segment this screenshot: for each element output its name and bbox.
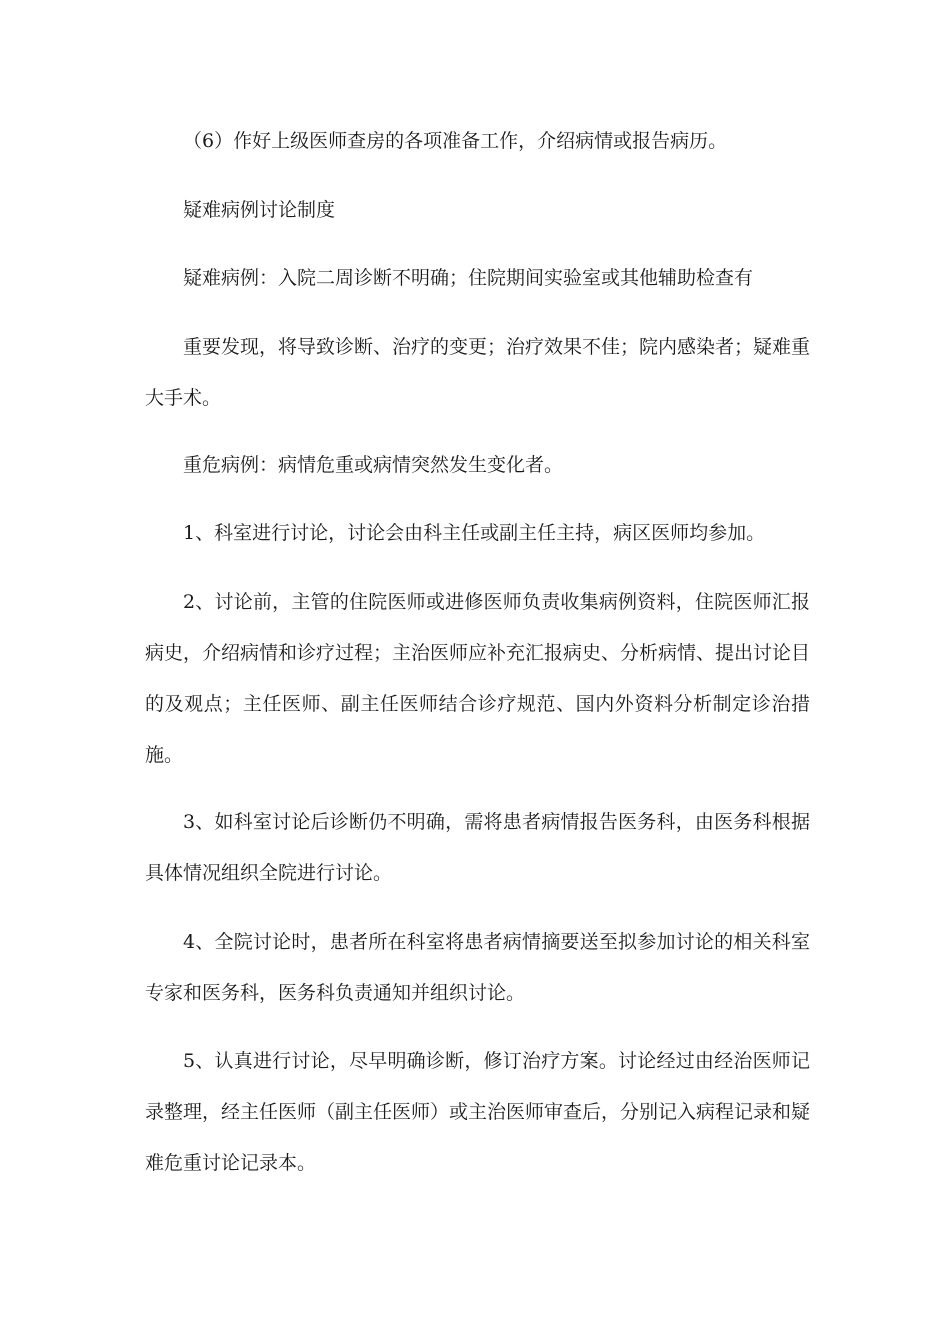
section-heading: 疑难病例讨论制度	[183, 199, 336, 221]
paragraph-critical-cases: 重危病例：病情危重或病情突然发生变化者。	[183, 454, 564, 476]
paragraph-difficult-cases: 疑难病例：入院二周诊断不明确；住院期间实验室或其他辅助检查有	[183, 267, 754, 289]
paragraph-item-5: 5、认真进行讨论，尽早明确诊断，修订治疗方案。讨论经过由经治医师记录整理，经主任医师（副主任医师）或主治医师审查后，分别记入病程记录和疑难危重讨论记录本。	[145, 1050, 811, 1174]
paragraph-item-1: 1、科室进行讨论，讨论会由科主任或副主任主持，病区医师均参加。	[183, 522, 766, 544]
paragraph-important-findings: 重要发现，将导致诊断、治疗的变更；治疗效果不佳；院内感染者；疑难重大手术。	[145, 336, 811, 409]
paragraph-item-2: 2、讨论前，主管的住院医师或进修医师负责收集病例资料，住院医师汇报病史，介绍病情和诊疗过程；主治医师应补充汇报病史、分析病情、提出讨论目的及观点；主任医师、副主任医师结合诊疗规范、国内外资料分析制定诊治措施。	[145, 591, 811, 766]
paragraph-item-3: 3、如科室讨论后诊断仍不明确，需将患者病情报告医务科，由医务科根据具体情况组织全院进行讨论。	[145, 811, 810, 884]
paragraph-preparation: （6）作好上级医师查房的各项准备工作，介绍病情或报告病历。	[183, 130, 728, 152]
paragraph-item-4: 4、全院讨论时，患者所在科室将患者病情摘要送至拟参加讨论的相关科室专家和医务科，医务科负责通知并组织讨论。	[145, 931, 810, 1004]
